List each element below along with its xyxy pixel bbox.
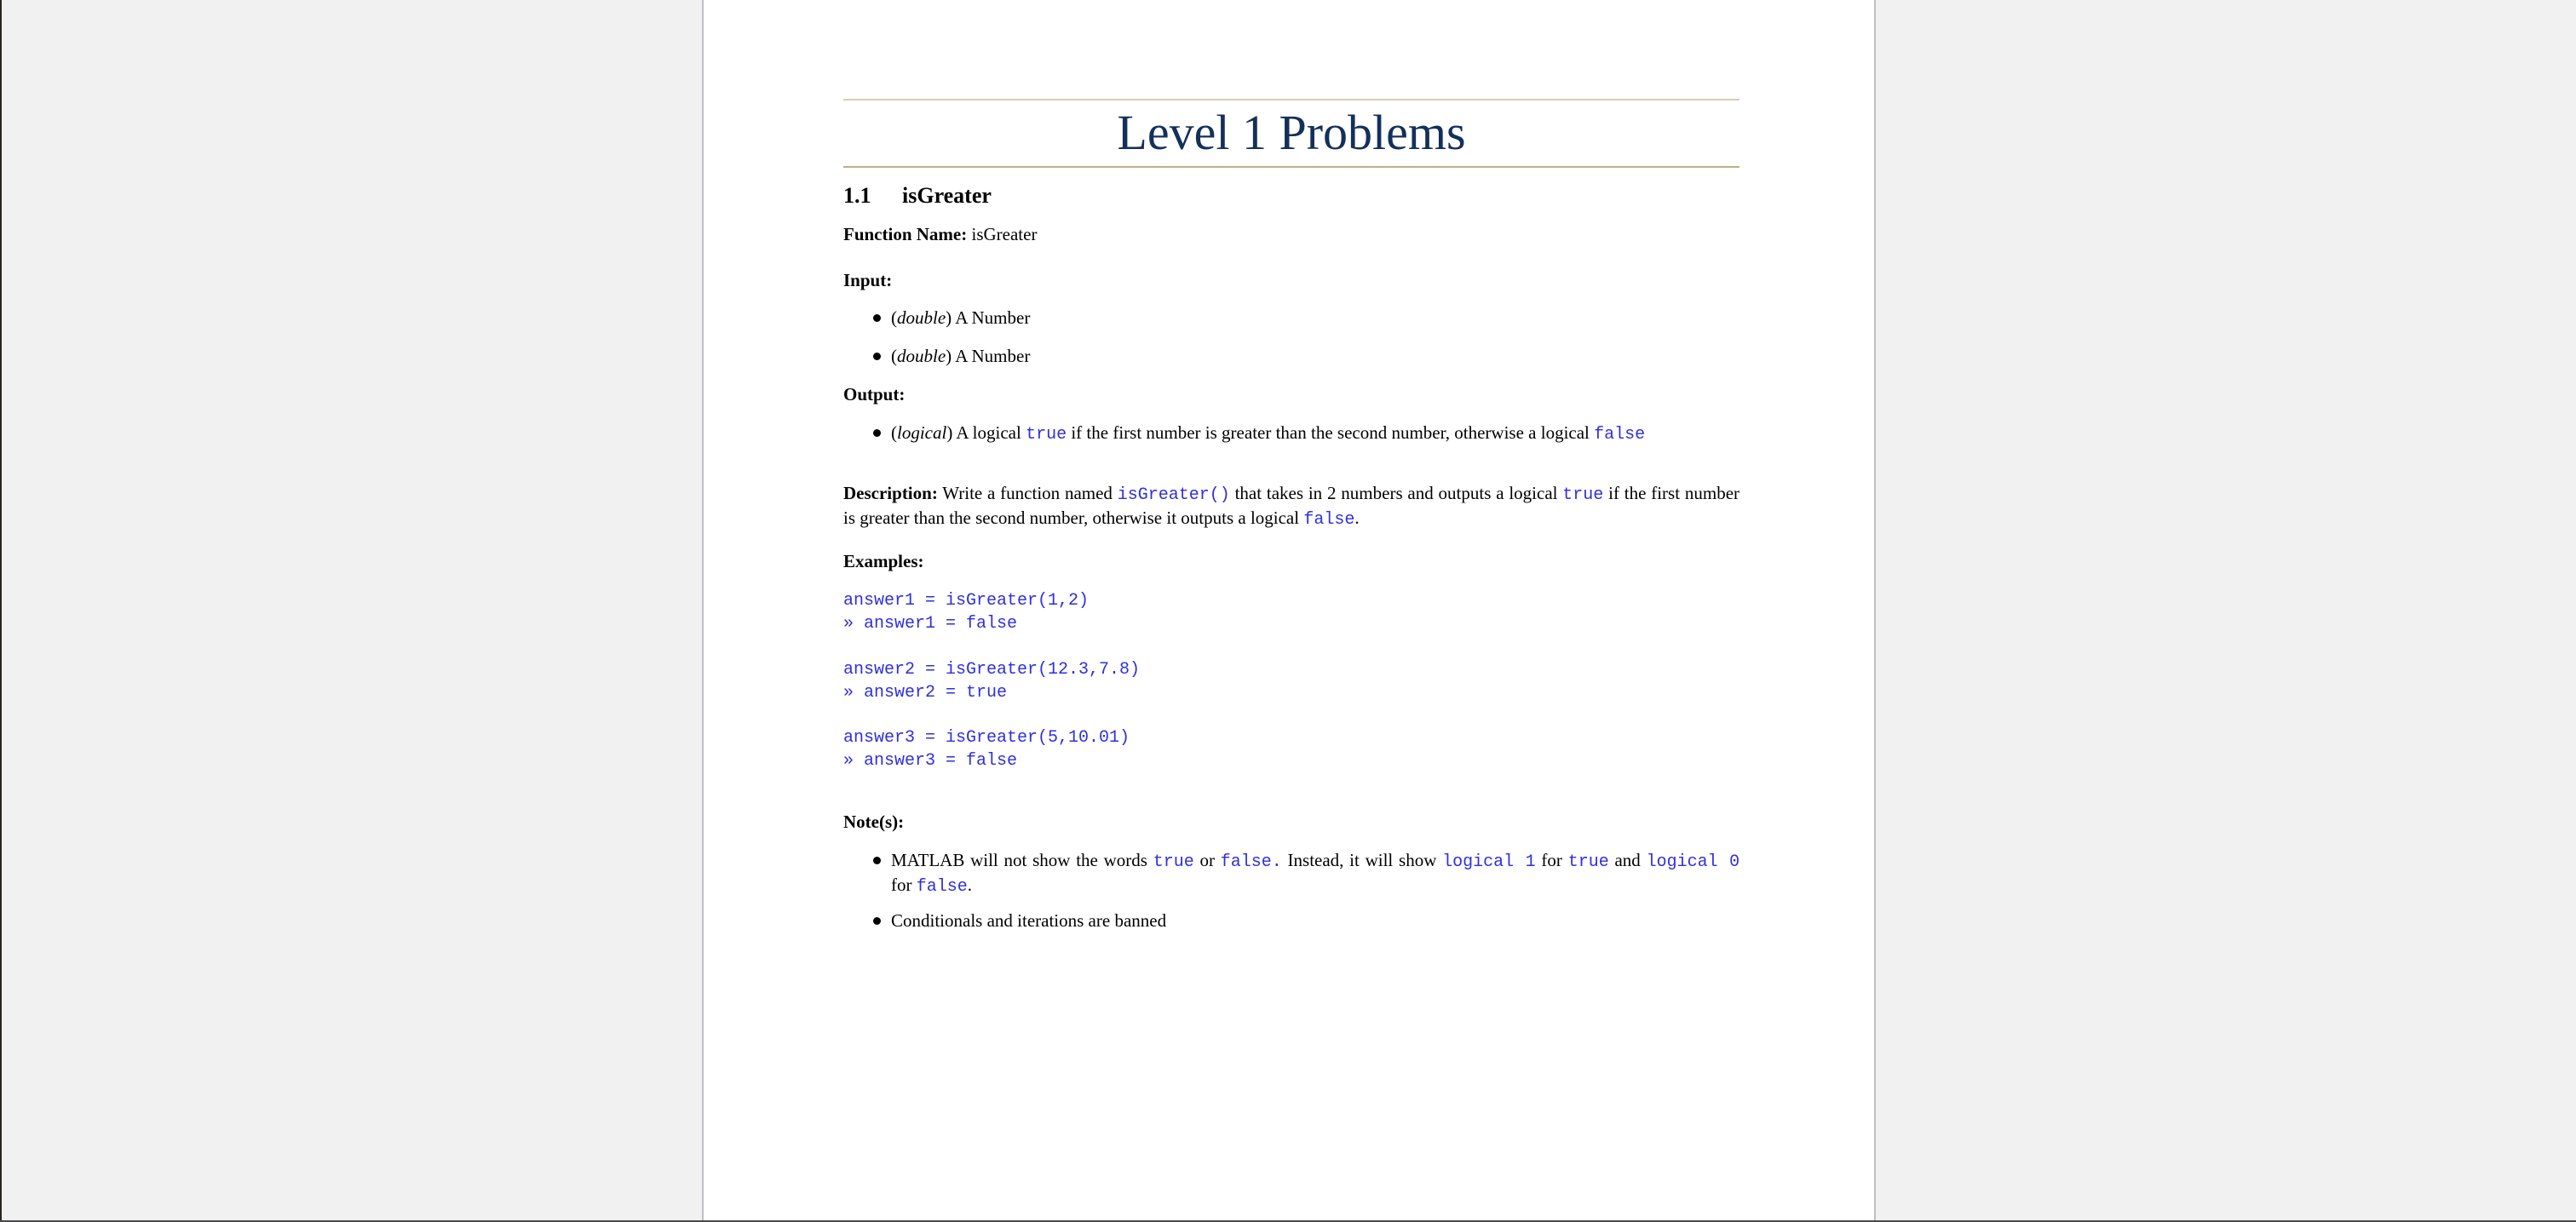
input-type: double <box>897 346 946 366</box>
code-true: true <box>1153 852 1194 872</box>
description-text: . <box>1354 508 1360 528</box>
note-text: . <box>967 875 973 895</box>
description-text: that takes in 2 numbers and outputs a logical <box>1234 483 1558 503</box>
function-name-value: isGreater <box>971 224 1038 244</box>
bullet-icon <box>873 353 881 360</box>
input-text: A Number <box>955 346 1031 366</box>
description-text: if the first number is greater than the second number, otherwise it outputs a logical <box>843 483 1740 528</box>
input-type: double <box>897 307 946 328</box>
example-result: » answer1 = false <box>843 614 1018 634</box>
description-label: Description: <box>843 483 938 503</box>
code-logical-1: logical 1 <box>1442 852 1536 872</box>
code-logical-0: logical 0 <box>1646 852 1740 872</box>
note-text: and <box>1614 850 1641 870</box>
note-text: or <box>1199 850 1215 870</box>
input-label: Input: <box>843 270 893 290</box>
note-text: Instead, it will show <box>1287 850 1437 870</box>
input-item: (double) A Number <box>891 346 1031 366</box>
note-item: Conditionals and iterations are banned <box>891 910 1167 931</box>
description-paragraph <box>843 482 1739 531</box>
output-text: A logical <box>956 422 1021 443</box>
bullet-icon <box>873 857 881 864</box>
title-rule-bottom <box>843 166 1739 168</box>
note-text: for <box>891 875 912 895</box>
code-false: false. <box>1220 852 1282 872</box>
output-item: (logical) A logical true if the first number is greater than the second number, otherwise a logical false <box>891 422 1646 445</box>
bullet-icon <box>873 429 881 437</box>
output-label: Output: <box>843 384 906 404</box>
example-call: answer2 = isGreater(12.3,7.8) <box>843 660 1141 680</box>
example-result: » answer2 = true <box>843 683 1008 703</box>
note-item <box>891 849 1739 898</box>
page-title: Level 1 Problems <box>1117 105 1466 160</box>
bullet-icon <box>873 314 881 322</box>
input-text: A Number <box>955 307 1031 328</box>
code-false: false <box>1594 425 1646 445</box>
section-heading <box>843 182 992 209</box>
document-page <box>702 0 1876 1220</box>
input-item: (double) A Number <box>891 307 1031 328</box>
section-number: 1.1 <box>843 183 871 208</box>
section-title: isGreater <box>902 183 992 208</box>
description-text: Write a function named <box>942 483 1113 503</box>
code-false: false <box>1303 510 1355 530</box>
code-false: false <box>916 877 968 897</box>
notes-label: Note(s): <box>843 812 905 832</box>
function-name-line <box>843 223 1037 246</box>
note-text: for <box>1541 850 1562 870</box>
example-call: answer3 = isGreater(5,10.01) <box>843 728 1130 748</box>
bullet-icon <box>873 917 881 925</box>
example-result: » answer3 = false <box>843 751 1018 771</box>
examples-label: Examples: <box>843 551 924 571</box>
example-call: answer1 = isGreater(1,2) <box>843 591 1090 611</box>
code-true: true <box>1026 425 1067 445</box>
code-true: true <box>1562 485 1604 505</box>
output-text: if the first number is greater than the second number, otherwise a logical <box>1071 422 1590 443</box>
note-text: MATLAB will not show the words <box>891 850 1147 870</box>
output-type: logical <box>897 422 947 443</box>
code-true: true <box>1567 852 1609 872</box>
function-name-label: Function Name: <box>843 224 968 244</box>
window-left-edge <box>0 0 2 1222</box>
code-function: isGreater() <box>1117 485 1230 505</box>
